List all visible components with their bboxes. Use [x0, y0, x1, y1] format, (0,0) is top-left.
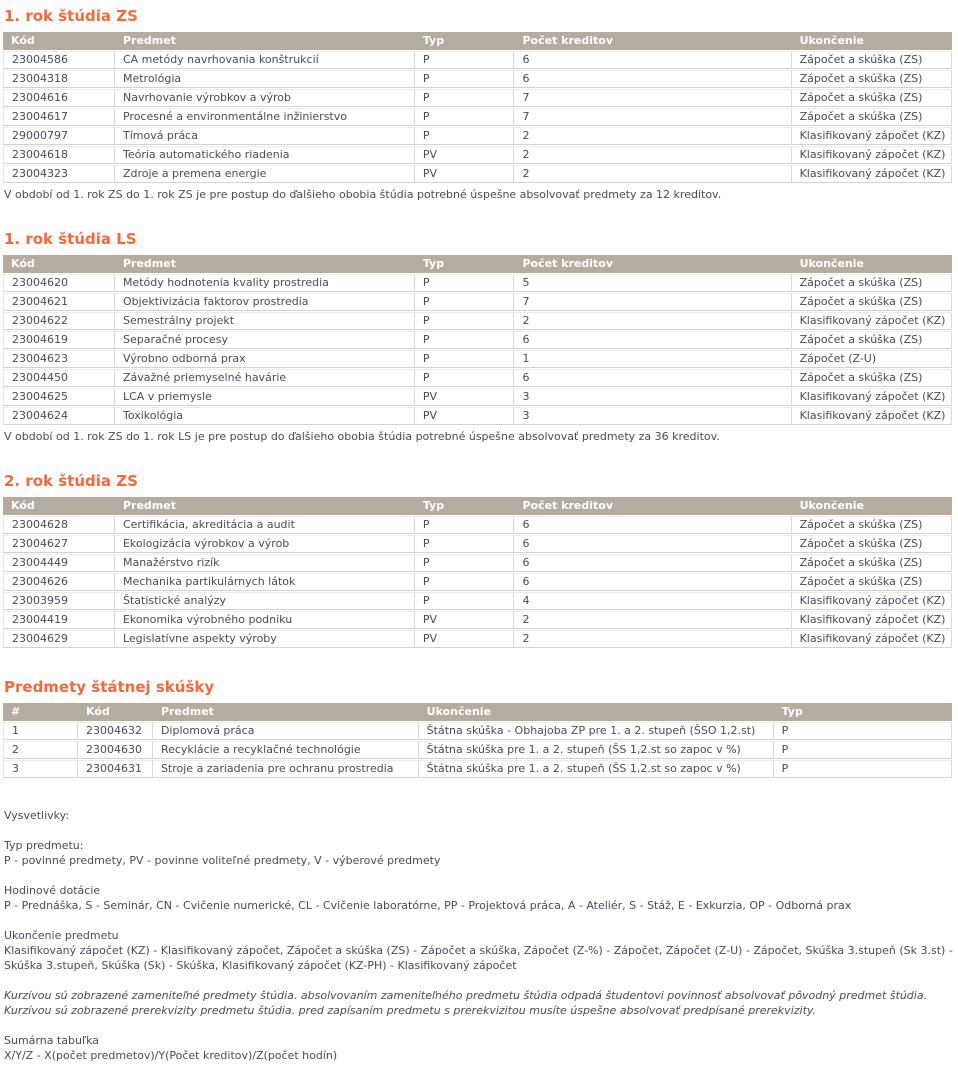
table-cell: Štátna skúška - Obhajoba ZP pre 1. a 2. stupeň (ŠSO 1,2.st) [419, 722, 774, 740]
table-row [3, 146, 952, 164]
legend-title: Vysvetlivky: [4, 809, 70, 822]
column-header: Typ [774, 703, 952, 721]
table-cell: Procesné a environmentálne inžinierstvo [115, 108, 415, 126]
column-header: Ukončenie [792, 255, 952, 273]
table-cell: Štatistické analýzy [115, 592, 415, 610]
table-row [3, 573, 952, 591]
section-heading-year1-zs: 1. rok štúdia ZS [4, 7, 138, 25]
table-cell: Ekologizácia výrobkov a výrob [115, 535, 415, 553]
column-header: Predmet [115, 497, 415, 515]
column-header: Počet kreditov [514, 497, 791, 515]
table-cell: 4 [514, 592, 791, 610]
table-row [3, 388, 952, 406]
table-row [3, 89, 952, 107]
table-cell: P [415, 369, 515, 387]
table-cell: 23004586 [3, 51, 115, 69]
table-cell: Manažérstvo rizík [115, 554, 415, 572]
table-cell: 23004629 [3, 630, 115, 648]
section-heading-year2-zs: 2. rok štúdia ZS [4, 472, 138, 490]
table-cell: 23004620 [3, 274, 115, 292]
table-row [3, 592, 952, 610]
table-cell: 1 [514, 350, 791, 368]
table-cell: Certifikácia, akreditácia a audit [115, 516, 415, 534]
study-plan-page [3, 7, 955, 1063]
progress-note-year1-ls: V období od 1. rok ZS do 1. rok LS je pre postup do ďalšieho obobia štúdia potrebné úspešne absolvovať predmety za 36 kreditov. [4, 430, 720, 443]
table-cell: P [415, 293, 515, 311]
legend-type-title: Typ predmetu: [4, 839, 84, 852]
table-cell: P [774, 722, 952, 740]
table-cell: 1 [3, 722, 78, 740]
table-cell: Zápočet a skúška (ZS) [792, 274, 952, 292]
table-cell: Ekonomika výrobného podniku [115, 611, 415, 629]
table-cell: 6 [514, 369, 791, 387]
column-header: Predmet [153, 703, 419, 721]
table-cell: 6 [514, 331, 791, 349]
table-row [3, 70, 952, 88]
column-header: # [3, 703, 78, 721]
table-cell: 2 [3, 741, 78, 759]
table-cell: Klasifikovaný zápočet (KZ) [792, 592, 952, 610]
table-cell: CA metódy navrhovania konštrukcií [115, 51, 415, 69]
table-cell: Klasifikovaný zápočet (KZ) [792, 388, 952, 406]
table-cell: Separačné procesy [115, 331, 415, 349]
table-cell: 2 [514, 165, 791, 183]
table-row [3, 274, 952, 292]
legend-summary-text: X/Y/Z - X(počet predmetov)/Y(Počet kreditov)/Z(počet hodín) [4, 1049, 338, 1062]
table-cell: Klasifikovaný zápočet (KZ) [792, 630, 952, 648]
table-row [3, 630, 952, 648]
table-cell: 23004616 [3, 89, 115, 107]
table-cell: Zápočet a skúška (ZS) [792, 535, 952, 553]
table-cell: P [774, 741, 952, 759]
table-cell: Navrhovanie výrobkov a výrob [115, 89, 415, 107]
table-cell: 5 [514, 274, 791, 292]
table-row [3, 108, 952, 126]
table-cell: P [415, 331, 515, 349]
table-cell: PV [415, 407, 515, 425]
legend [4, 808, 955, 1063]
table-cell: 3 [514, 388, 791, 406]
column-header: Ukončenie [792, 32, 952, 50]
table-row [3, 760, 952, 778]
table-header-row [3, 255, 952, 273]
table-cell: Legislatívne aspekty výroby [115, 630, 415, 648]
table-cell: Metódy hodnotenia kvality prostredia [115, 274, 415, 292]
table-row [3, 331, 952, 349]
table-cell: 2 [514, 127, 791, 145]
legend-summary-title: Sumárna tabuľka [4, 1034, 99, 1047]
table-header-row [3, 32, 952, 50]
table-row [3, 312, 952, 330]
column-header: Kód [3, 497, 115, 515]
table-cell: Zápočet a skúška (ZS) [792, 331, 952, 349]
table-cell: PV [415, 388, 515, 406]
table-cell: Semestrálny projekt [115, 312, 415, 330]
table-cell: 23004323 [3, 165, 115, 183]
table-cell: PV [415, 611, 515, 629]
table-cell: Mechanika partikulárnych látok [115, 573, 415, 591]
table-cell: 23004622 [3, 312, 115, 330]
table-row [3, 293, 952, 311]
courses-table-year1-ls [3, 254, 952, 426]
table-cell: Zápočet a skúška (ZS) [792, 369, 952, 387]
table-cell: Klasifikovaný zápočet (KZ) [792, 146, 952, 164]
section-year1-zs [3, 7, 955, 201]
table-cell: 23004450 [3, 369, 115, 387]
table-row [3, 407, 952, 425]
legend-completion-title: Ukončenie predmetu [4, 929, 119, 942]
table-cell: P [415, 51, 515, 69]
table-cell: Recyklácie a recyklačné technológie [153, 741, 419, 759]
table-cell: 7 [514, 293, 791, 311]
legend-summary-block [4, 1033, 955, 1063]
table-cell: 23004449 [3, 554, 115, 572]
table-cell: 23004318 [3, 70, 115, 88]
table-row [3, 51, 952, 69]
table-row [3, 165, 952, 183]
legend-italic-notes [4, 988, 955, 1018]
column-header: Počet kreditov [514, 255, 791, 273]
column-header: Ukončenie [419, 703, 774, 721]
legend-completion-text: Klasifikovaný zápočet (KZ) - Klasifikovaný zápočet, Zápočet a skúška (ZS) - Zápočet a skúška, Zápočet (Z-%) - Zápočet, Zápočet (Z-U) - Zápočet, Skúška 3.stupeň (Sk 3.st) - Skúška 3.stupeň, Skúška (Sk) - Skúška, Klasifikovaný zápočet (KZ-PH) - Klasifikovaný zápočet [4, 944, 953, 972]
table-cell: P [415, 108, 515, 126]
table-cell: Zápočet a skúška (ZS) [792, 293, 952, 311]
table-row [3, 741, 952, 759]
table-cell: 23004630 [78, 741, 153, 759]
column-header: Predmet [115, 32, 415, 50]
table-row [3, 127, 952, 145]
table-cell: Klasifikovaný zápočet (KZ) [792, 127, 952, 145]
table-cell: P [415, 573, 515, 591]
legend-type-text: P - povinné predmety, PV - povinne voliteľné predmety, V - výberové predmety [4, 854, 441, 867]
table-cell: Klasifikovaný zápočet (KZ) [792, 611, 952, 629]
table-cell: Štátna skúška pre 1. a 2. stupeň (ŠS 1,2.st so zapoc v %) [419, 760, 774, 778]
table-cell: PV [415, 630, 515, 648]
table-cell: Toxikológia [115, 407, 415, 425]
table-cell: 29000797 [3, 127, 115, 145]
table-cell: 23004419 [3, 611, 115, 629]
column-header: Kód [3, 32, 115, 50]
table-cell: P [774, 760, 952, 778]
table-cell: 7 [514, 89, 791, 107]
table-cell: P [415, 350, 515, 368]
progress-note-year1-zs: V období od 1. rok ZS do 1. rok ZS je pre postup do ďalšieho obobia štúdia potrebné úspešne absolvovať predmety za 12 kreditov. [4, 188, 722, 201]
table-cell: P [415, 535, 515, 553]
table-cell: Zápočet a skúška (ZS) [792, 51, 952, 69]
courses-table-year2-zs [3, 496, 952, 649]
table-cell: 23004632 [78, 722, 153, 740]
table-cell: 23004619 [3, 331, 115, 349]
table-cell: Zápočet (Z-U) [792, 350, 952, 368]
legend-italic-note-2: Kurzívou sú zobrazené prerekvizity predmetu štúdia. pred zapísaním predmetu s prerekvizitou musíte úspešne absolvovať predpísané prerekvizity. [4, 1004, 817, 1017]
section-heading-state-exam: Predmety štátnej skúšky [4, 678, 215, 696]
table-cell: Diplomová práca [153, 722, 419, 740]
table-cell: 6 [514, 70, 791, 88]
table-cell: Klasifikovaný zápočet (KZ) [792, 312, 952, 330]
legend-hours-text: P - Prednáška, S - Seminár, CN - Cvičenie numerické, CL - Cvičenie laboratórne, PP - Projektová práca, A - Ateliér, S - Stáž, E - Exkurzia, OP - Odborná prax [4, 899, 852, 912]
table-cell: 6 [514, 51, 791, 69]
table-cell: PV [415, 146, 515, 164]
column-header: Kód [78, 703, 153, 721]
section-heading-year1-ls: 1. rok štúdia LS [4, 230, 137, 248]
table-cell: Zápočet a skúška (ZS) [792, 70, 952, 88]
table-row [3, 611, 952, 629]
section-year2-zs [3, 472, 955, 649]
table-cell: Teória automatického riadenia [115, 146, 415, 164]
table-cell: 7 [514, 108, 791, 126]
table-header-row [3, 703, 952, 721]
table-cell: 23004617 [3, 108, 115, 126]
table-row [3, 554, 952, 572]
table-row [3, 722, 952, 740]
section-state-exam [3, 678, 955, 779]
table-cell: 3 [514, 407, 791, 425]
table-cell: P [415, 70, 515, 88]
table-cell: 6 [514, 554, 791, 572]
table-cell: 6 [514, 516, 791, 534]
column-header: Predmet [115, 255, 415, 273]
table-cell: Závažné priemyselné havárie [115, 369, 415, 387]
table-cell: 23004631 [78, 760, 153, 778]
table-cell: Metrológia [115, 70, 415, 88]
table-cell: 2 [514, 312, 791, 330]
section-year1-ls [3, 230, 955, 443]
table-cell: Výrobno odborná prax [115, 350, 415, 368]
table-cell: P [415, 89, 515, 107]
table-cell: Štátna skúška pre 1. a 2. stupeň (ŠS 1,2.st so zapoc v %) [419, 741, 774, 759]
table-cell: P [415, 592, 515, 610]
table-cell: LCA v priemysle [115, 388, 415, 406]
table-row [3, 369, 952, 387]
table-cell: P [415, 554, 515, 572]
legend-italic-note-1: Kurzívou sú zobrazené zameniteľné predmety štúdia. absolvovaním zameniteľného predmetu štúdia odpadá študentovi povinnosť absolvovať pôvodný predmet štúdia. [4, 989, 928, 1002]
table-cell: P [415, 127, 515, 145]
table-cell: 23004621 [3, 293, 115, 311]
column-header: Typ [415, 497, 515, 515]
table-cell: Tímová práca [115, 127, 415, 145]
table-cell: Zdroje a premena energie [115, 165, 415, 183]
table-cell: 23004627 [3, 535, 115, 553]
table-cell: P [415, 312, 515, 330]
column-header: Počet kreditov [514, 32, 791, 50]
table-row [3, 516, 952, 534]
legend-hours-title: Hodinové dotácie [4, 884, 101, 897]
column-header: Ukončenie [792, 497, 952, 515]
legend-type-block [4, 838, 955, 868]
column-header: Typ [415, 32, 515, 50]
table-cell: 23004625 [3, 388, 115, 406]
legend-completion-block [4, 928, 955, 973]
table-cell: Zápočet a skúška (ZS) [792, 573, 952, 591]
table-cell: 23004618 [3, 146, 115, 164]
table-header-row [3, 497, 952, 515]
legend-hours-block [4, 883, 955, 913]
table-cell: P [415, 516, 515, 534]
table-cell: 23003959 [3, 592, 115, 610]
table-cell: PV [415, 165, 515, 183]
table-cell: P [415, 274, 515, 292]
table-cell: 2 [514, 611, 791, 629]
table-cell: 3 [3, 760, 78, 778]
table-row [3, 350, 952, 368]
table-cell: Stroje a zariadenia pre ochranu prostredia [153, 760, 419, 778]
table-cell: Zápočet a skúška (ZS) [792, 89, 952, 107]
column-header: Typ [415, 255, 515, 273]
table-cell: 23004623 [3, 350, 115, 368]
courses-table-year1-zs [3, 31, 952, 184]
state-exam-table [3, 702, 952, 779]
table-cell: 23004626 [3, 573, 115, 591]
table-cell: Objektivizácia faktorov prostredia [115, 293, 415, 311]
column-header: Kód [3, 255, 115, 273]
table-cell: 23004624 [3, 407, 115, 425]
table-cell: Zápočet a skúška (ZS) [792, 516, 952, 534]
table-cell: Zápočet a skúška (ZS) [792, 554, 952, 572]
table-cell: 6 [514, 535, 791, 553]
table-cell: 6 [514, 573, 791, 591]
table-cell: Klasifikovaný zápočet (KZ) [792, 165, 952, 183]
table-cell: Klasifikovaný zápočet (KZ) [792, 407, 952, 425]
table-cell: 2 [514, 630, 791, 648]
table-row [3, 535, 952, 553]
table-cell: 2 [514, 146, 791, 164]
table-cell: Zápočet a skúška (ZS) [792, 108, 952, 126]
table-cell: 23004628 [3, 516, 115, 534]
